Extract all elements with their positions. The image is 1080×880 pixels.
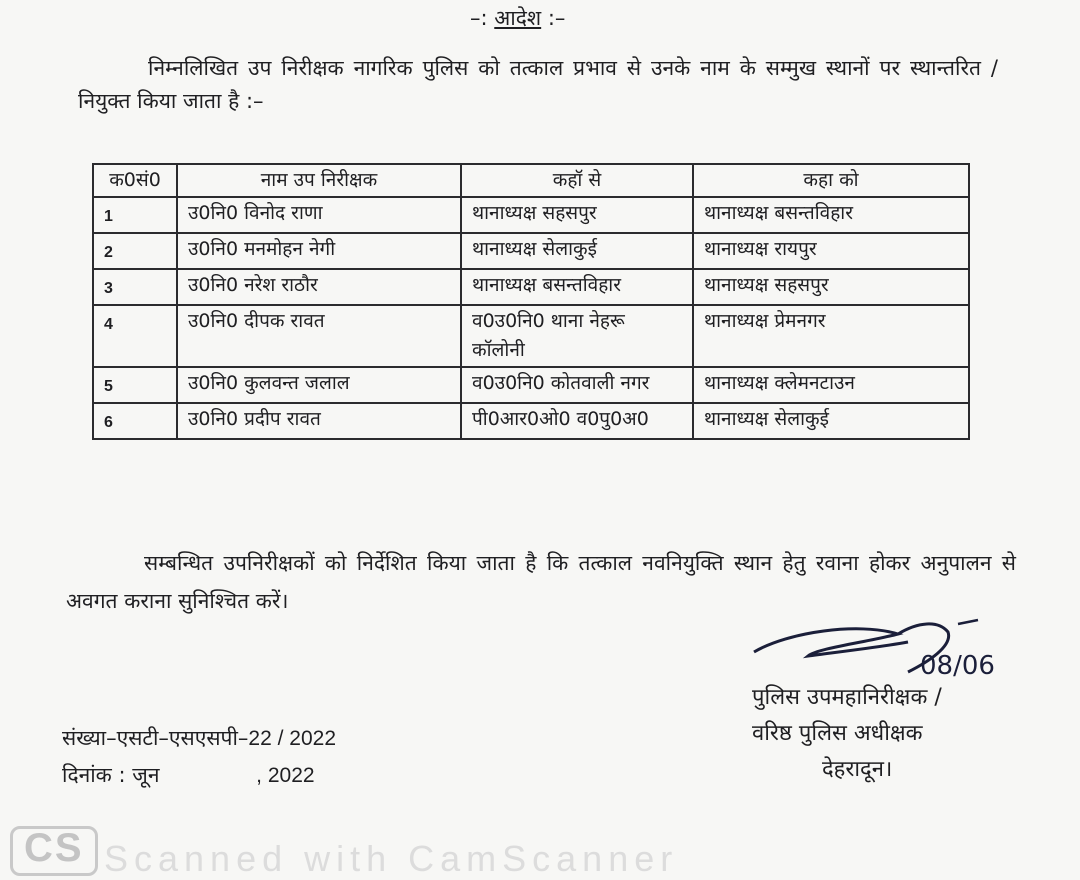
- signature-mark: [748, 612, 1048, 682]
- row-from: व0उ0नि0 थाना नेहरू कॉलोनी: [461, 305, 693, 367]
- row-name: उ0नि0 विनोद राणा: [177, 197, 461, 233]
- col-from: कहॉ से: [461, 164, 693, 197]
- row-to: थानाध्यक्ष रायपुर: [693, 233, 969, 269]
- signatory-line-3: देहरादून।: [822, 757, 893, 782]
- row-to: थानाध्यक्ष सेलाकुई: [693, 403, 969, 439]
- transfer-table: [92, 163, 970, 440]
- col-name: नाम उप निरीक्षक: [177, 164, 461, 197]
- row-from: थानाध्यक्ष सहसपुर: [461, 197, 693, 233]
- col-to: कहा को: [693, 164, 969, 197]
- row-serial: 6: [93, 403, 177, 439]
- row-to: थानाध्यक्ष क्लेमनटाउन: [693, 367, 969, 403]
- intro-paragraph: निम्नलिखित उप निरीक्षक नागरिक पुलिस को तत्काल प्रभाव से उनके नाम के सम्मुख स्थानों पर स्थान्तरित / नियुक्त किया जाता है :–: [78, 56, 998, 113]
- scanner-watermark: Scanned with CamScanner: [104, 838, 679, 879]
- signatory-line-1: पुलिस उपमहानिरीक्षक /: [752, 685, 942, 710]
- directive-paragraph: सम्बन्धित उपनिरीक्षकों को निर्देशित किया जाता है कि तत्काल नवनियुक्ति स्थान हेतु रवाना होकर अनुपालन से अवगत कराना सुनिश्चित करें।: [66, 551, 1016, 613]
- order-heading: [470, 4, 565, 32]
- table-row: [93, 197, 969, 233]
- row-serial: 1: [93, 197, 177, 233]
- date-label: दिनांक : जून: [62, 763, 160, 787]
- row-to: थानाध्यक्ष सहसपुर: [693, 269, 969, 305]
- row-to: थानाध्यक्ष प्रेमनगर: [693, 305, 969, 367]
- table-row: [93, 367, 969, 403]
- row-serial: 3: [93, 269, 177, 305]
- row-name: उ0नि0 नरेश राठौर: [177, 269, 461, 305]
- row-from: थानाध्यक्ष सेलाकुई: [461, 233, 693, 269]
- table-header-row: [93, 164, 969, 197]
- row-name: उ0नि0 मनमोहन नेगी: [177, 233, 461, 269]
- row-serial: 5: [93, 367, 177, 403]
- table-row: [93, 403, 969, 439]
- signatory-block: [752, 680, 942, 788]
- table-row: [93, 233, 969, 269]
- row-to: थानाध्यक्ष बसन्तविहार: [693, 197, 969, 233]
- row-from: पी0आर0ओ0 व0पु0अ0: [461, 403, 693, 439]
- signature-date: 08/06: [920, 651, 995, 681]
- reference-label: संख्या–एसटी–एसएसपी–: [62, 726, 249, 750]
- row-from: थानाध्यक्ष बसन्तविहार: [461, 269, 693, 305]
- reference-block: [62, 720, 336, 794]
- heading-title: आदेश: [494, 6, 542, 30]
- order-date: [62, 757, 336, 794]
- row-name: उ0नि0 कुलवन्त जलाल: [177, 367, 461, 403]
- reference-number: [62, 720, 336, 757]
- heading-prefix: –:: [470, 6, 488, 30]
- table-row: [93, 305, 969, 367]
- row-name: उ0नि0 प्रदीप रावत: [177, 403, 461, 439]
- signatory-line-2: वरिष्ठ पुलिस अधीक्षक: [752, 721, 923, 746]
- row-serial: 2: [93, 233, 177, 269]
- reference-value: 22 / 2022: [248, 727, 337, 750]
- col-serial: क0सं0: [93, 164, 177, 197]
- date-value: , 2022: [256, 764, 315, 787]
- row-name: उ0नि0 दीपक रावत: [177, 305, 461, 367]
- camscanner-logo: CS: [24, 826, 84, 870]
- table-row: [93, 269, 969, 305]
- row-serial: 4: [93, 305, 177, 367]
- row-from: व0उ0नि0 कोतवाली नगर: [461, 367, 693, 403]
- heading-suffix: :–: [547, 6, 566, 30]
